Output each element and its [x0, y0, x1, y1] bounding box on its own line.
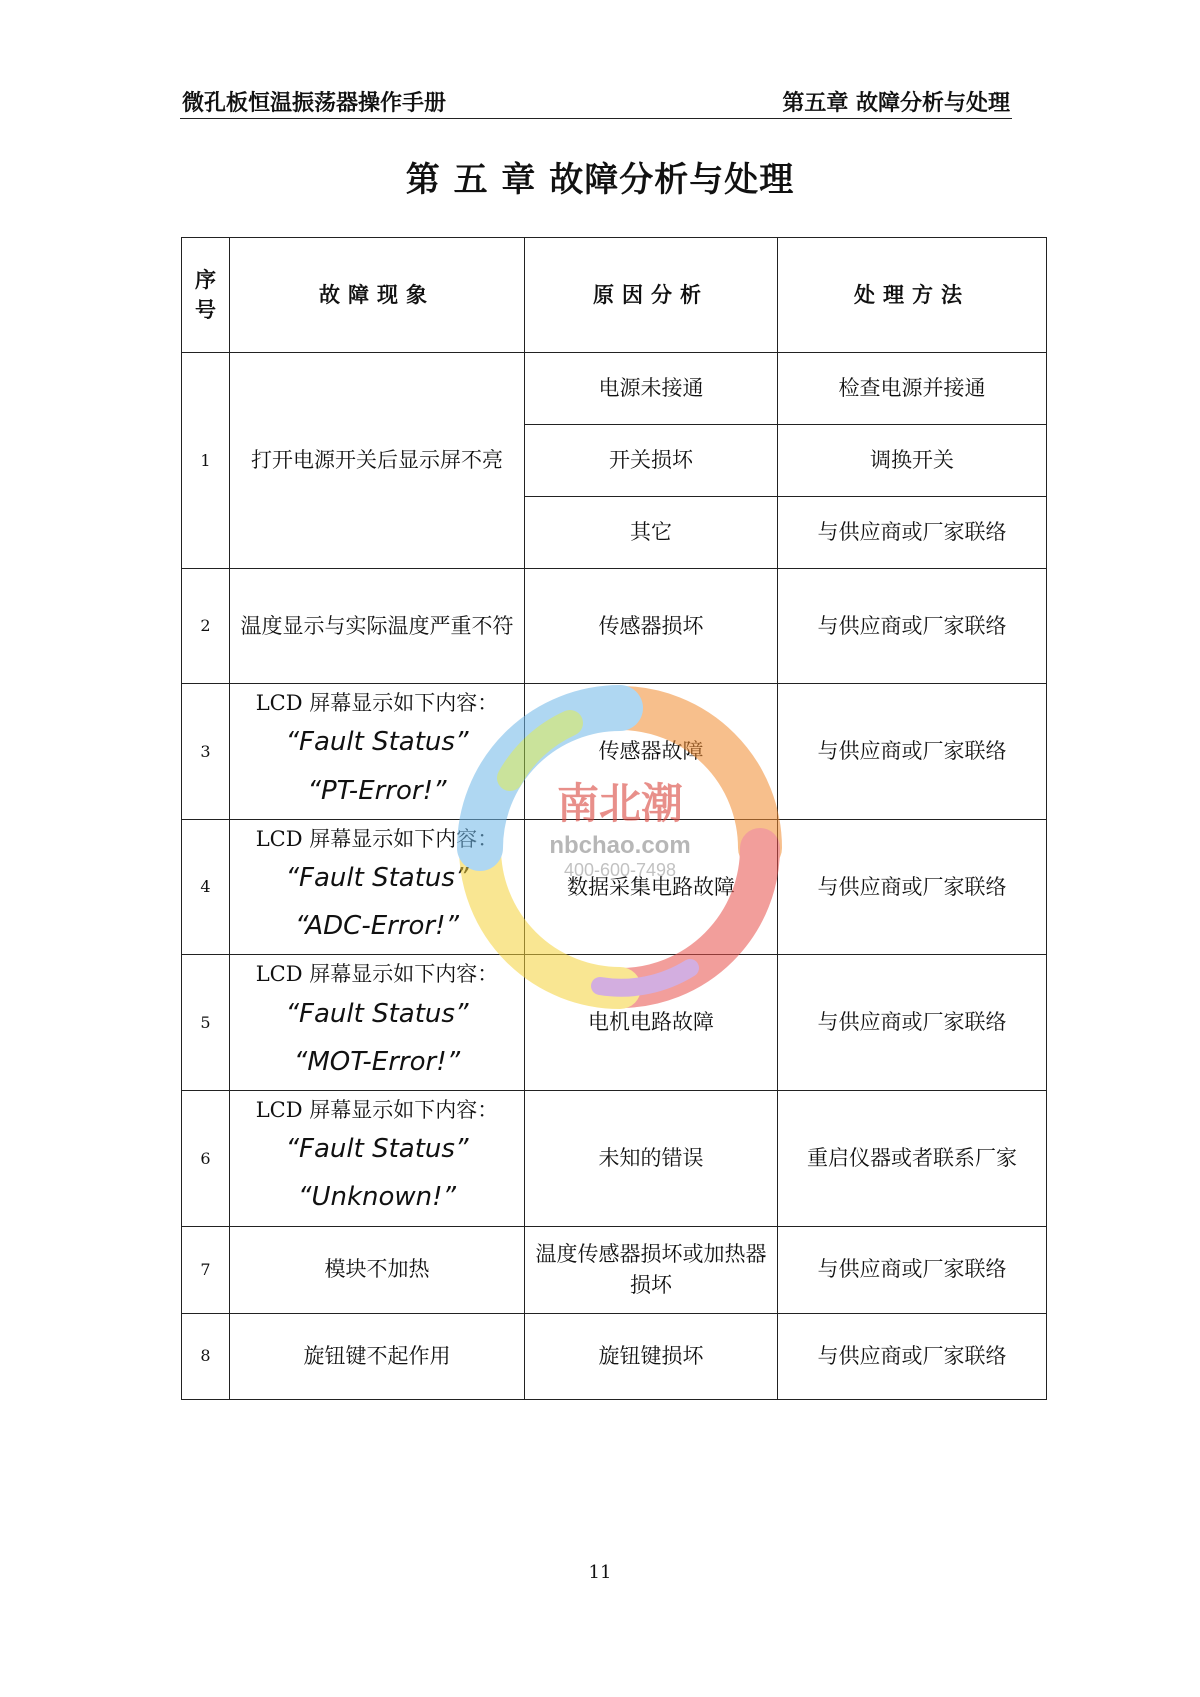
header-cell-solution: 处理方法 [778, 238, 1047, 353]
lcd-error-text: “PT-Error!” [307, 775, 447, 806]
watermark-brand: 南北潮 [556, 780, 684, 827]
cause-cell: 其它 [525, 497, 778, 569]
solution-cell: 与供应商或厂家联络 [778, 819, 1047, 955]
header-chapter-title: 第五章 故障分析与处理 [782, 91, 1010, 116]
watermark-site: nbchao.com [549, 832, 691, 859]
lcd-error-text: “Unknown!” [297, 1182, 457, 1213]
header-manual-title: 微孔板恒温振荡器操作手册 [182, 91, 447, 116]
symptom-cell: 旋钮键不起作用 [230, 1313, 525, 1399]
table-row [182, 569, 1047, 684]
table-row [182, 1226, 1047, 1313]
row-number: 5 [182, 955, 230, 1091]
lcd-error-text: “MOT-Error!” [293, 1046, 461, 1077]
cause-cell: 旋钮键损坏 [525, 1313, 778, 1399]
header-no-text: 序号 [195, 267, 216, 322]
cause-cell: 电机电路故障 [525, 955, 778, 1091]
solution-cell: 调换开关 [778, 425, 1047, 497]
solution-cell: 与供应商或厂家联络 [778, 1226, 1047, 1313]
row-number: 2 [182, 569, 230, 684]
table-header-row [182, 238, 1047, 353]
solution-cell: 与供应商或厂家联络 [778, 569, 1047, 684]
solution-cell: 与供应商或厂家联络 [778, 497, 1047, 569]
symptom-cell: 模块不加热 [230, 1226, 525, 1313]
fault-table [181, 237, 1047, 1400]
cause-cell: 开关损坏 [525, 425, 778, 497]
lcd-status-text: “Fault Status” [285, 998, 469, 1029]
row-number: 7 [182, 1226, 230, 1313]
solution-cell: 与供应商或厂家联络 [778, 684, 1047, 820]
cause-cell: 温度传感器损坏或加热器损坏 [525, 1226, 778, 1313]
header-cell-no [182, 238, 230, 353]
row-number: 8 [182, 1313, 230, 1399]
chapter-title: 第 五 章 故障分析与处理 [405, 160, 795, 200]
symptom-cell [230, 955, 525, 1091]
solution-cell: 与供应商或厂家联络 [778, 955, 1047, 1091]
header-cell-cause: 原因分析 [525, 238, 778, 353]
lcd-intro-text: LCD 屏幕显示如下内容： [255, 1097, 499, 1122]
lcd-status-text: “Fault Status” [285, 1134, 469, 1165]
page-header [180, 84, 1012, 119]
lcd-intro-text: LCD 屏幕显示如下内容： [255, 826, 499, 851]
solution-cell: 与供应商或厂家联络 [778, 1313, 1047, 1399]
page-number: 11 [588, 1562, 612, 1583]
symptom-cell [230, 819, 525, 955]
cause-cell: 未知的错误 [525, 1090, 778, 1226]
symptom-cell: 温度显示与实际温度严重不符 [230, 569, 525, 684]
symptom-cell: 打开电源开关后显示屏不亮 [230, 353, 525, 569]
row-number: 4 [182, 819, 230, 955]
cause-cell: 数据采集电路故障 [525, 819, 778, 955]
symptom-cell [230, 684, 525, 820]
lcd-intro-text: LCD 屏幕显示如下内容： [255, 962, 499, 987]
lcd-error-text: “ADC-Error!” [294, 911, 460, 942]
lcd-status-text: “Fault Status” [285, 727, 469, 758]
table-row [182, 1313, 1047, 1399]
row-number: 3 [182, 684, 230, 820]
row-number: 1 [182, 353, 230, 569]
solution-cell: 检查电源并接通 [778, 353, 1047, 425]
row-number: 6 [182, 1090, 230, 1226]
cause-cell: 传感器故障 [525, 684, 778, 820]
table-row [182, 684, 1047, 820]
table-row [182, 1090, 1047, 1226]
table-row [182, 353, 1047, 425]
solution-cell: 重启仪器或者联系厂家 [778, 1090, 1047, 1226]
cause-cell: 传感器损坏 [525, 569, 778, 684]
symptom-cell [230, 1090, 525, 1226]
header-cell-symptom: 故障现象 [230, 238, 525, 353]
lcd-status-text: “Fault Status” [285, 863, 469, 894]
watermark-phone: 400-600-7498 [563, 860, 677, 880]
cause-cell: 电源未接通 [525, 353, 778, 425]
lcd-intro-text: LCD 屏幕显示如下内容： [255, 691, 499, 715]
table-row [182, 819, 1047, 955]
table-row [182, 955, 1047, 1091]
